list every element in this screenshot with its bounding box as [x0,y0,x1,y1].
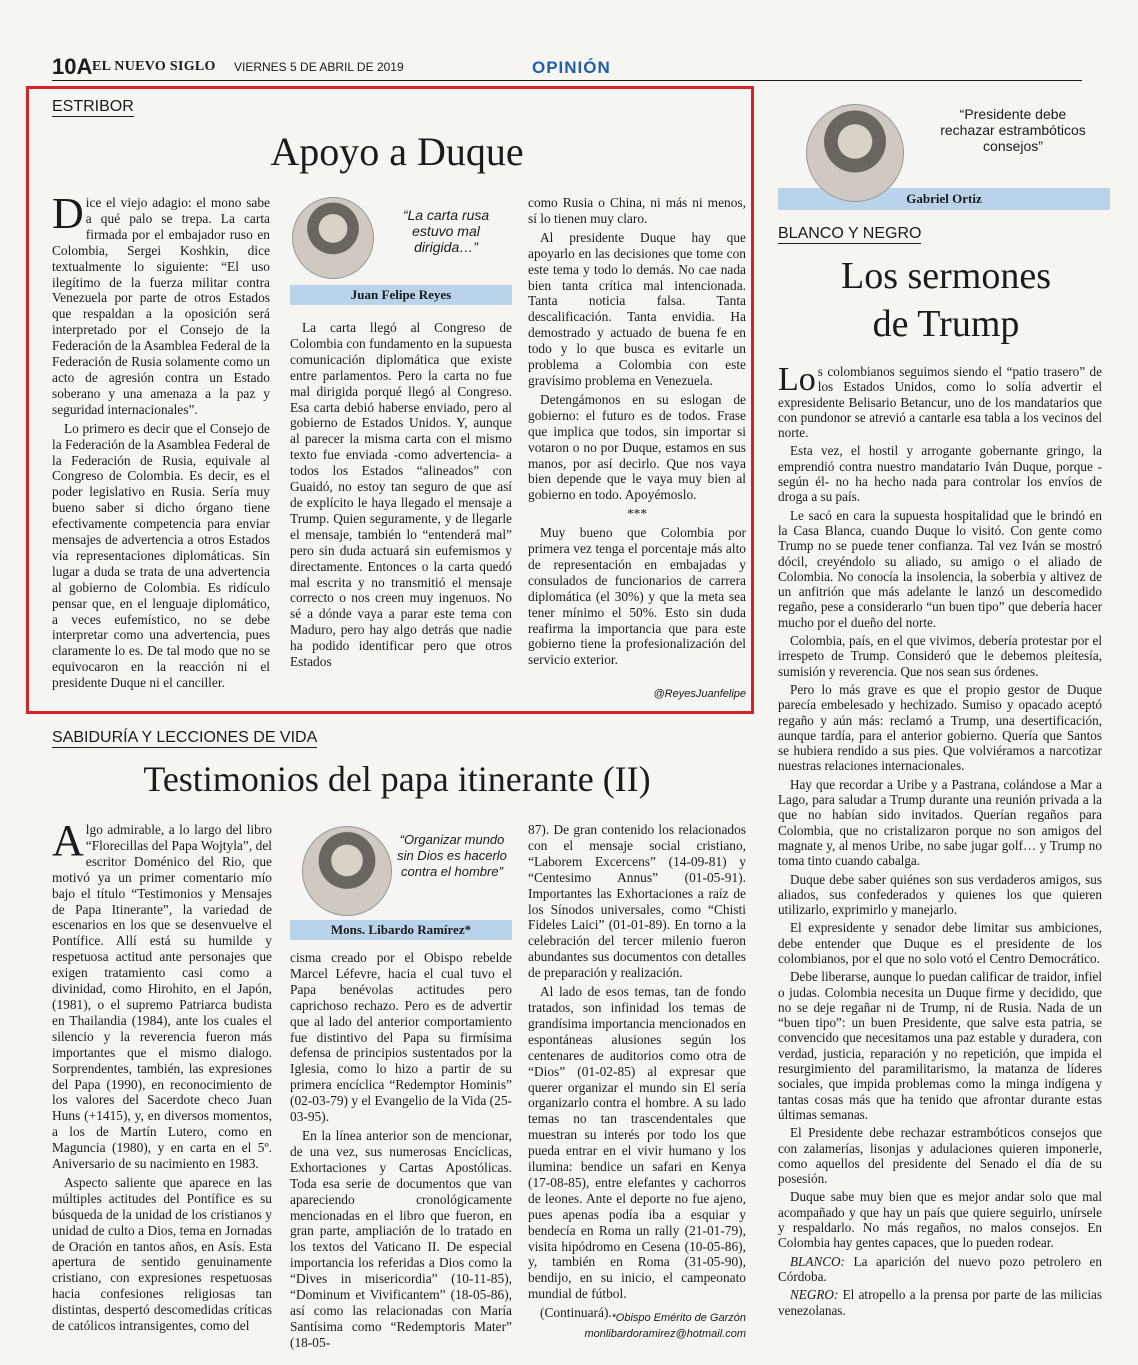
estribor-headline: Apoyo a Duque [270,129,524,174]
paragraph: 87). De gran contenido los relacionados con el mensaje social cristiano, “Laborem Excercens” (14-09-81) y “Centesimo Annus” (01-05-91). Importantes las Exhortaciones a raíz de los Sínodos universales, como “Chisti Fideles Laici” (01-01-89). En torno a la celebración del tercer milenio fueron abundantes sus documentos con detalles de preparación y realización. [528,822,746,981]
paper-name: EL NUEVO SIGLO [92,59,216,74]
estribor-pull-quote [290,195,512,307]
author-photo [806,104,904,202]
paragraph: Lo primero es decir que el Consejo de la Federación de la Asamblea Federal de la Federación de Rusia, equivale al Congreso de Colombia. Es decir, es el poder legislativo en Rusia. Sería muy bueno saber si dicho órgano tiene efectivamente competencia para enviar mensajes de advertencia a otros Estados vía representaciones diplomáticas. Sin lugar a duda se trata de una advertencia al gobierno de Colombia. Es ridículo pensar que, en el lenguaje diplomático, a veces eufemístico, no se debe interpretar como una advertencia, pues claramente lo es. De tal modo que no se equivocaron en la reacción ni el presidente Duque ni el canciller. [52,420,270,691]
sabiduria-headline: Testimonios del papa itinerante (II) [143,759,651,799]
paragraph: Aspecto saliente que aparece en las múltiples actitudes del Pontífice es su búsqueda de la unidad de los cristianos y unidad de culto a Dios, tema en Jornadas de Oración en tantos años, en Asís. Esta apertura de sentido genuinamente cristiano, con expresiones respetuosas hacia confesiones religiosas tan distintas, despertó descomedidas críticas de católicos intransigentes, como del [52,1174,272,1334]
pull-quote-text: “La carta rusa estuvo mal dirigida…” [402,207,490,255]
blanco-headline-line-2: de Trump [872,303,1020,345]
blanco-note: BLANCO: La aparición del nuevo pozo petrolero en Córdoba. [778,1253,1102,1284]
pull-quote-text: “Presidente debe rechazar estrambóticos consejos” [940,106,1086,154]
estribor-column-2 [290,320,512,673]
blanco-pull-quote [778,96,1110,212]
drop-cap: A [52,816,84,865]
estribor-label: ESTRIBOR [52,98,134,115]
author-handle: @ReyesJuanfelipe [653,688,746,700]
issue-date: VIERNES 5 DE ABRIL DE 2019 [234,60,404,74]
sabiduria-column-1: Algo admirable, a lo largo del libro “Florecillas del Papa Wojtyla”, del escritor Doménico del Rio, que motivó ya un primer comentario mío bajo el título “Testimonios y Mensajes de Papa Itinerante”, la variedad de escenarios en los que se desenvuelve el Pontífice. Allí está su humilde y respetuosa actitud ante personajes que exigen tratamiento casi como a divinidad, como Hirohito, en el Japón, (1981), o el supremo Patriarca budista en Thailandia (1984), ante los cuales el silencio y la reverencia fueron más importantes que el mismo dialogo. Sorprendentes, también, las expresiones del Papa (1990), en reconocimiento de los valores del Sacerdote checo Juan Huns (+1415), y, en diversos momentos, a los de Martín Lutero, como en Maguncia (1980), y en carta en el 5º. Aniversario de su nacimiento en 1983. Aspecto saliente que aparece en las múltiples actitudes del Pontífice es su búsqueda de la unidad de los cristianos y unidad de culto a Dios, tema en Jornadas de Oración en tantos años, en Asís. Esta apertura de sentido genuinamente cristiano, con expresiones respetuosas hacia confesiones religiosas tan distintas, despertó descomedidas críticas de católicos intransigentes, como del [52,816,272,1334]
estribor-column-3 [528,195,746,671]
blanco-column: Lo s colombianos seguimos siendo el “patio trasero” de los Estados Unidos, como lo solía advertir el expresidente Belisario Betancur, uno de los mandatarios que con pundonor se atrevió a cantarle esa tabla a los vecinos del norte. Esta vez, el hostil y arrogante gobernante gringo, la emprendió contra nuestro mandatario Iván Duque, porque -según él- no ha hecho nada para controlar los envíos de droga a su país. Le sacó en cara la supuesta hospitalidad que le brindó en la Casa Blanca, cuando Duque lo visitó. Con gente como Trump no se puede tener confianza. Tal vez Iván se mostró dócil, creyéndolo su aliado, su amigo o el aliado de Colombia. No conocía la insolencia, la soberbia y altivez de un anfitrión que más adelante le lanzó un descomedido regaño, pese a considerarlo “un buen tipo” que debería hacer mucho por el dueño del norte. Colombia, país, en el que vivimos, debería protestar por el irrespeto de Trump. Consideró que le debemos pleitesía, sumisión y reverencia. Que nos sean sus órdenes. Pero lo más grave es que el propio gestor de Duque parecía embelesado y hechizado. Sumiso y opacado aceptó regaño y aún más: reclamó a Trump, una desertificación, aunque tardía, para el anterior gobierno. Quería que Santos se hubiera rendido a sus pies. Que volviéramos a narcotizar nuestras relaciones internacionales. Hay que recordar a Uribe y a Pastrana, colándose a Mar a Lago, para saludar a Trump durante una reunión privada a la que no habían sido invitados. Querían regaños para Colombia, que no cristalizaron porque no son amigos del magnate y, al menos Uribe, no sabe jugar golf… y Trump no toma tinto cuando cabalga. Duque debe saber quiénes son sus verdaderos amigos, sus aliados, sus confederados y quienes los que quieren utilizarlo, exprimirlo y manejarlo. El expresidente y senador debe limitar sus ambiciones, debe entender que Duque es el presidente de los colombianos, por el que no solo votó el Centro Democrático. Debe liberarse, aunque lo puedan calificar de traidor, infiel o judas. Colombia necesita un Duque firme y decidido, que no se deje regañar ni de Trump, ni de Rusia. Nada de un “buen tipo”: un buen Presidente, que salve esta patria, se convencido que necesitamos una paz estable y duradera, con verdad, justicia, reparación y no repetición, que impida el resurgimiento del paramilitarismo, la matanza de líderes sociales, que impida problemas como la minga indígena y tantas cosas más que ha tenido que afrontar durante estas últimas semanas. El Presidente debe rechazar estrambóticos consejos que con zalamerías, lisonjas y adulaciones quieren imponerle, como aquellos del presidente del Senado el día de su posesión. Duque sabe muy bien que es mejor andar solo que mal acompañado y que hay un país que quiere seguirlo, unírsele y respaldarlo. No más regaños, no malos consejos. En Colombia hay gentes capaces, que lo pueden rodear. BLANCO: La aparición del nuevo pozo petrolero en Córdoba. NEGRO: El atropello a la prensa por parte de las milicias venezolanas. [778,361,1102,1318]
page-number: 10A [52,54,93,79]
author-photo [292,197,374,279]
blanco-headline-line-1: Los sermones [840,255,1052,297]
author-name: Mons. Libardo Ramírez* [290,920,512,940]
drop-cap: Lo [778,361,816,398]
paragraph: Duque sabe muy bien que es mejor andar solo que mal acompañado y que hay un país que quiere seguirlo, unírsele y respaldarlo. No más regaños, no malos consejos. En Colombia hay gentes capaces, que lo pueden rodear. [778,1189,1102,1251]
paragraph: Pero lo más grave es que el propio gestor de Duque parecía embelesado y hechizado. Sumiso y opacado aceptó regaño y aún más: reclamó a Trump, una desertificación, aunque tardía, para el anterior gobierno. Quería que Santos se hubiera rendido a sus pies. Que volviéramos a narcotizar nuestras relaciones internacionales. [778,681,1102,774]
paragraph: Duque debe saber quiénes son sus verdaderos amigos, sus aliados, sus confederados y quienes los que quieren utilizarlo, exprimirlo y manejarlo. [778,871,1102,918]
author-photo [302,826,392,916]
paragraph: Al presidente Duque hay que apoyarlo en las decisiones que tome con este tema y todo lo demás. No cae nada bien tanta crítica mal intencionada. Tanta noticia falsa. Tanta descalificación. Tanta envidia. Ha demostrado y actuado de buena fe en todo y lo que busca es evitarle un problema a Colombia con este gravísimo problema en Venezuela. [528,229,746,388]
drop-cap: D [52,189,84,238]
paragraph: Muy bueno que Colombia por primera vez tenga el porcentaje más alto de representación en embajadas y consulados de funcionarios de carrera diplomática (el 30%) y que la meta sea tener mínimo el 50%. Esto sin duda reafirma la importancia que para este gobierno tiene la profesionalización del servicio exterior. [528,525,746,668]
sabiduria-column-3 [528,822,746,1324]
sabiduria-pull-quote [290,822,512,944]
paragraph: Colombia, país, en el que vivimos, debería protestar por el irrespeto de Trump. Consideró que le debemos pleitesía, sumisión y reverencia. Que nos sean sus órdenes. [778,633,1102,679]
author-footnote: *Obispo Emérito de Garzón [611,1312,746,1324]
negro-note: NEGRO: El atropello a la prensa por parte de las milicias venezolanas. [778,1287,1102,1318]
pull-quote-text: “Organizar mundo sin Dios es hacerlo contra el hombre” [397,832,507,879]
paragraph: Detengámonos en su eslogan de gobierno: el futuro es de todos. Frase que implica que todos, sin importar si votaron o no por Duque, estamos en sus manos, por así decirlo. Que nos vaya bien depende que le vaya muy bien al gobierno en todo. Apoyémoslo. [528,391,746,503]
paragraph: Esta vez, el hostil y arrogante gobernante gringo, la emprendió contra nuestro mandatario Iván Duque, porque -según él- no ha hecho nada para controlar los envíos de droga a su país. [778,443,1102,505]
author-name: Gabriel Ortiz [778,188,1110,210]
paragraph: El expresidente y senador debe limitar sus ambiciones, debe entender que Duque es el presidente de los colombianos, por el que no solo votó el Centro Democrático. [778,920,1102,966]
paragraph: En la línea anterior son de mencionar, de una vez, sus numerosas Encíclicas, Exhortaciones y Cartas Apostólicas. Toda esa serie de documentos que van apareciendo cronológicamente mencionadas en el libro que fueron, en gran parte, ampliación de lo tratado en los textos del Vaticano II. De especial importancia los referidas a Dios como la “Dives in misericordia” (10-11-85), “Dominum et Vivificantem” (18-05-86), así como las relacionadas con María Santísima como “Redemptoris Mater” (18-05- [290,1127,512,1350]
blanco-label: BLANCO Y NEGRO [778,225,922,242]
paragraph: como Rusia o China, ni más ni menos, sí lo tienen muy claro. [528,195,746,226]
paragraph: La carta llegó al Congreso de Colombia con fundamento en la supuesta comunicación diplomática que existe entre parlamentos. Pero la carta no fue mal dirigida porqué llegó al Congreso. Esa carta debió haberse enviado, pero al gobierno de Estados Unidos. Y, aunque al parecer la misma carta con el mismo texto fue enviada -como advertencia- a todos los Estados “alineados” con Guaidó, no estoy tan seguro de que así de explícito le haya llegado el mensaje a Trump. Quien seguramente, y de llegarle el mensaje, también lo “entenderá mal” pero sin duda actuará sin eufemismos y directamente. Entonces o la carta quedó mal escrita y no transmitió el mensaje correcto o nos creen muy ingenuos. No sé a dónde vaya a parar este tema con Maduro, pero hay algo detrás que nadie ha podido identificar pero que otros Estados [290,320,512,670]
section-title: OPINIÓN [532,58,611,77]
paragraph: cisma creado por el Obispo rebelde Marcel Léfevre, hacia el cual tuvo el Papa benévolas actitudes pero caprichoso rechazo. Pero es de advertir que al lado del anterior comportamiento fue distintivo del Papa su firmísima defensa de principios sustentados por la Iglesia, como lo hizo a partir de su primera encíclica “Redemptor Hominis” (02-03-79) y el Evangelio de la Vida (25-03-95). [290,950,512,1125]
separator: *** [626,506,648,522]
paragraph: Hay que recordar a Uribe y a Pastrana, colándose a Mar a Lago, para saludar a Trump durante una reunión privada a la que no habían sido invitados. Querían regaños para Colombia, que no cristalizaron porque no son amigos del magnate y, al menos Uribe, no sabe jugar golf… y Trump no toma tinto cuando cabalga. [778,776,1102,869]
paragraph: Debe liberarse, aunque lo puedan calificar de traidor, infiel o judas. Colombia necesita un Duque firme y decidido, que no se deje regañar ni de Trump, ni de Rusia. Nada de un “buen tipo”: un buen Presidente, que salve esta patria, se convencido que necesitamos una paz estable y duradera, con verdad, justicia, reparación y no repetición, que impida el resurgimiento del paramilitarismo, la matanza de líderes sociales, que impida problemas como la minga indígena y tantas cosas más que ha tenido que afrontar durante estas últimas semanas. [778,969,1102,1122]
author-name: Juan Felipe Reyes [290,285,512,305]
paragraph: El Presidente debe rechazar estrambóticos consejos que con zalamerías, lisonjas y adulaciones quieren imponerle, como aquellos del presidente del Senado el día de su posesión. [778,1125,1102,1187]
sabiduria-column-2 [290,950,512,1354]
paragraph: Le sacó en cara la supuesta hospitalidad que le brindó en la Casa Blanca, cuando Duque lo visitó. Con gente como Trump no se puede tener confianza. Tal vez Iván se mostró dócil, creyéndolo su aliado, su amigo o el aliado de Colombia. No conocía la insolencia, la soberbia y altivez de un anfitrión que más adelante le lanzó un descomedido regaño, pese a considerarlo “un buen tipo” que debería hacer mucho por el dueño del norte. [778,507,1102,630]
estribor-column-1: Dice el viejo adagio: el mono sabe a qué palo se trepa. La carta firmada por el embajador ruso en Colombia, Sergei Koshkin, dice textualmente lo siguiente: “El uso ilegítimo de la fuerza militar contra Venezuela por parte de otros Estados que respaldan a la oposición será interpretado por el Consejo de la Federación de la Asamblea Federal de la Federación de Rusia solamente como un acto de agresión contra un Estado soberano y una amenaza a la paz y seguridad internacionales”. Lo primero es decir que el Consejo de la Federación de la Asamblea Federal de la Federación de Rusia, equivale al Congreso de Colombia. Es decir, es el poder legislativo en Rusia. Sería muy bueno saber si dicho órgano tiene efectivamente competencia para enviar mensajes de advertencia a otros Estados vía representaciones diplomáticas. Sin lugar a duda se trata de una advertencia al gobierno de Colombia. Es ridículo pensar que, en el lenguaje diplomático, a veces eufemístico, no se debe interpretar como una advertencia, pues claramente lo es. De tal modo que no se equivocaron en la reacción ni el presidente Duque ni el canciller. [52,189,270,691]
sabiduria-label: SABIDURÍA Y LECCIONES DE VIDA [52,729,318,746]
author-email: monlibardoramirez@hotmail.com [584,1328,746,1340]
paragraph: Al lado de esos temas, tan de fondo tratados, son infinidad los temas de grandísima importancia mencionados en espontáneas alusiones según los centenares de auditorios como otra de “Dios” (01-02-85) al expresar que querer organizar el mundo sin El sería organizarlo contra el hombre. A su lado temas no tan trascendentales que muestran su interés por todo los que pueda entrar en el vivir humano y los ilumina: bendice un safari en Kenya (17-08-85), entre elefantes y cachorros de leones. Ante el deporte no fue ajeno, pues apenas podía iba a esquiar y bendecía en Roma un rally (21-01-79), visita hipódromo en Cesena (10-05-86), y, también en Roma (31-05-90), bendijo, en su inicio, el campeonato mundial de fútbol. [528,984,746,1302]
page-header [52,52,1082,81]
paragraph: (Continuará). [540,1305,612,1321]
